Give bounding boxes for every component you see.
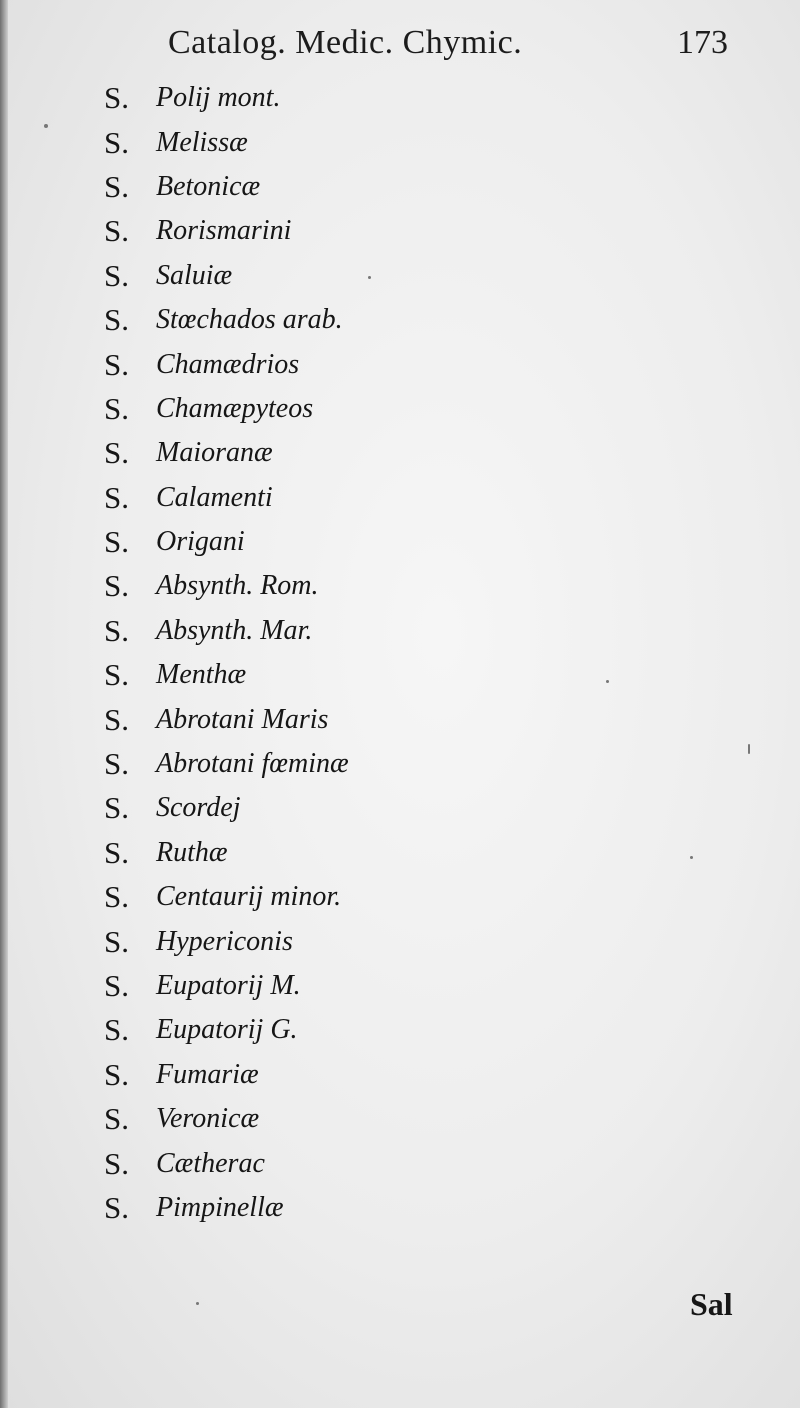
catalog-entry bbox=[104, 120, 349, 164]
entry-prefix: S. bbox=[104, 657, 129, 693]
catalog-entry bbox=[104, 919, 349, 963]
ink-speck bbox=[368, 276, 371, 279]
ink-speck bbox=[748, 744, 750, 754]
ink-speck bbox=[44, 124, 48, 128]
catalog-entry bbox=[104, 1141, 349, 1185]
catalog-entry bbox=[104, 165, 349, 209]
entry-name: Cætherac bbox=[156, 1147, 265, 1179]
page-gutter-shadow bbox=[0, 0, 8, 1408]
catalog-entry bbox=[104, 786, 349, 830]
catalog-entry bbox=[104, 431, 349, 475]
entry-name: Veronicæ bbox=[156, 1103, 260, 1135]
catalog-entry bbox=[104, 697, 349, 741]
entry-prefix: S. bbox=[104, 968, 129, 1003]
entry-prefix: S. bbox=[104, 746, 129, 782]
ink-speck bbox=[606, 680, 609, 683]
catalog-entry bbox=[104, 564, 349, 608]
entry-name: Absynth. Mar. bbox=[156, 614, 313, 646]
catalog-entry bbox=[104, 342, 349, 386]
entry-prefix: S. bbox=[104, 346, 129, 382]
catalog-entry bbox=[104, 875, 349, 919]
entry-prefix: S. bbox=[104, 435, 129, 471]
entry-name: Stœchados arab. bbox=[156, 304, 343, 336]
entry-name: Polij mont. bbox=[156, 82, 281, 114]
entry-name: Calamenti bbox=[156, 481, 273, 513]
entry-name: Chamædrios bbox=[156, 348, 300, 380]
catalog-entry bbox=[104, 1008, 349, 1052]
catalog-entry bbox=[104, 387, 349, 431]
entry-prefix: S. bbox=[104, 790, 129, 826]
entry-name: Betonicæ bbox=[156, 170, 261, 202]
catalog-entry bbox=[104, 476, 349, 520]
catalog-entry bbox=[104, 742, 349, 786]
entry-prefix: S. bbox=[104, 879, 129, 915]
entry-prefix: S. bbox=[104, 1189, 129, 1225]
entry-prefix: S. bbox=[104, 80, 129, 116]
entry-prefix: S. bbox=[104, 302, 129, 338]
entry-name: Absynth. Rom. bbox=[156, 570, 319, 602]
catalog-entry bbox=[104, 609, 349, 653]
entry-prefix: S. bbox=[104, 213, 129, 249]
entry-prefix: S. bbox=[104, 568, 129, 604]
entry-prefix: S. bbox=[104, 524, 129, 560]
catalog-entry bbox=[104, 209, 349, 253]
entry-name: Ruthæ bbox=[156, 836, 228, 868]
entry-prefix: S. bbox=[104, 479, 129, 515]
entry-name: Menthæ bbox=[156, 659, 247, 691]
entry-prefix: S. bbox=[104, 612, 129, 648]
entry-name: Eupatorij M. bbox=[156, 970, 301, 1001]
entry-name: Maioranæ bbox=[156, 437, 273, 469]
entry-prefix: S. bbox=[104, 1145, 129, 1181]
catalog-entry bbox=[104, 831, 349, 875]
running-title: Catalog. Medic. Chymic. bbox=[168, 24, 523, 61]
entry-name: Origani bbox=[156, 526, 245, 558]
entry-name: Fumariæ bbox=[156, 1058, 259, 1090]
entry-name: Eupatorij G. bbox=[156, 1014, 298, 1046]
catalog-entry bbox=[104, 1097, 349, 1141]
entry-prefix: S. bbox=[104, 257, 129, 293]
catalog-entry bbox=[104, 298, 349, 342]
catalog-entry bbox=[104, 76, 349, 120]
page-number: 173 bbox=[677, 24, 728, 61]
entry-name: Hypericonis bbox=[156, 925, 293, 957]
entry-prefix: S. bbox=[104, 834, 129, 870]
entry-name: Abrotani fœminæ bbox=[156, 748, 349, 780]
entry-name: Scordej bbox=[156, 792, 241, 824]
catalog-entry bbox=[104, 1186, 349, 1230]
entry-prefix: S. bbox=[104, 124, 129, 160]
catalog-entry bbox=[104, 254, 349, 298]
catalog-entry bbox=[104, 520, 349, 564]
entry-prefix: S. bbox=[104, 701, 129, 737]
entry-prefix: S. bbox=[104, 1012, 129, 1048]
entry-prefix: S. bbox=[104, 923, 129, 959]
entry-prefix: S. bbox=[104, 168, 129, 204]
entry-name: Centaurij minor. bbox=[156, 881, 342, 913]
entry-name: Saluiæ bbox=[156, 259, 233, 291]
entry-name: Pimpinellæ bbox=[156, 1191, 284, 1223]
entry-prefix: S. bbox=[104, 1101, 129, 1137]
entry-prefix: S. bbox=[104, 390, 129, 426]
ink-speck bbox=[690, 856, 693, 859]
catchword: Sal bbox=[690, 1286, 733, 1322]
entry-name: Rorismarini bbox=[156, 215, 292, 247]
catalog-entry bbox=[104, 653, 349, 697]
catalog-entry bbox=[104, 1053, 349, 1097]
catalog-entry bbox=[104, 964, 349, 1008]
ink-speck bbox=[196, 1302, 199, 1305]
catalog-entry-list bbox=[104, 76, 349, 1230]
entry-name: Chamæpyteos bbox=[156, 392, 314, 424]
entry-name: Melissæ bbox=[156, 126, 248, 158]
page-header bbox=[168, 24, 728, 74]
entry-prefix: S. bbox=[104, 1056, 129, 1092]
entry-name: Abrotani Maris bbox=[156, 703, 329, 735]
